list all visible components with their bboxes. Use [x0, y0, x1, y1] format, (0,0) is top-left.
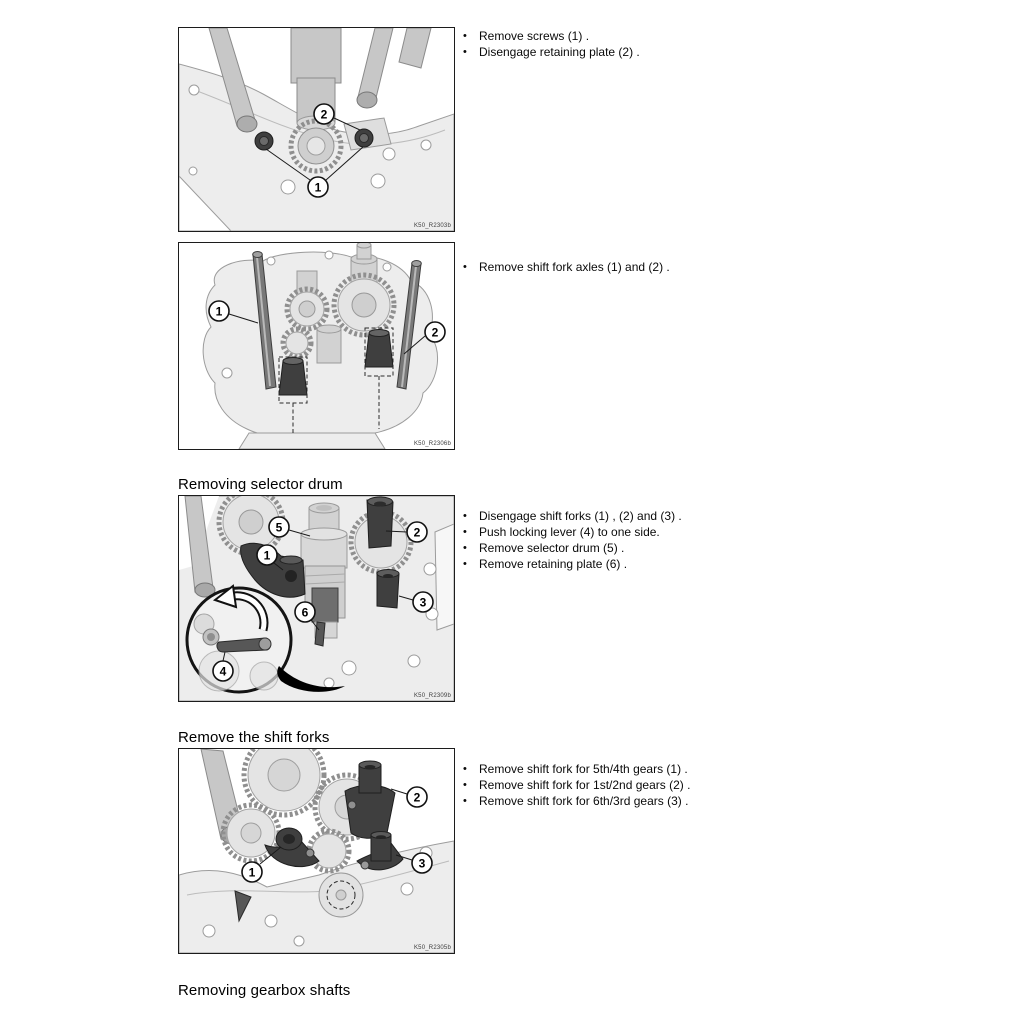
- instruction-item: • Disengage retaining plate (2) .: [462, 44, 1022, 60]
- svg-text:5: 5: [275, 520, 283, 535]
- figure-code: K50_R2309b: [413, 693, 451, 699]
- instruction-item: • Remove shift fork for 6th/3rd gears (3) .: [462, 793, 1022, 809]
- fork-rod-lower: [377, 570, 399, 609]
- svg-text:3: 3: [419, 595, 427, 610]
- figure-shift-forks: [178, 748, 455, 954]
- shift-forks-illustration: [179, 749, 454, 953]
- fork-rod-upper: [367, 497, 393, 548]
- magnifier-detail: [187, 586, 291, 692]
- figure-code: K50_R2303b: [413, 223, 451, 229]
- instruction-list: [462, 259, 1022, 275]
- svg-text:1: 1: [248, 865, 256, 880]
- svg-text:1: 1: [263, 548, 271, 563]
- selector-drum-illustration: [179, 496, 454, 701]
- section-heading-removing-gearbox-shafts: Removing gearbox shafts: [178, 982, 351, 999]
- retaining-plate-pin: [315, 622, 325, 646]
- callout-2: [391, 787, 427, 807]
- section-heading-remove-shift-forks: Remove the shift forks: [178, 729, 330, 746]
- instruction-list: [462, 28, 1022, 60]
- instruction-item: • Remove selector drum (5) .: [462, 540, 1022, 556]
- shift-fork-axles-illustration: [179, 243, 454, 449]
- instruction-item: • Remove shift fork for 5th/4th gears (1) .: [462, 761, 1022, 777]
- instruction-item: • Remove retaining plate (6) .: [462, 556, 1022, 572]
- instruction-list: [462, 761, 1022, 809]
- figure-selector-drum: [178, 495, 455, 702]
- section-heading-removing-selector-drum: Removing selector drum: [178, 476, 343, 493]
- instruction-item: • Remove screws (1) .: [462, 28, 1022, 44]
- figure-remove-screws: [178, 27, 455, 232]
- svg-text:1: 1: [314, 180, 322, 195]
- svg-text:2: 2: [413, 525, 421, 540]
- figure-shift-fork-axles: [178, 242, 455, 450]
- svg-text:2: 2: [320, 107, 328, 122]
- gearbox-screws-illustration: [179, 28, 454, 231]
- instruction-item: • Remove shift fork axles (1) and (2) .: [462, 259, 1022, 275]
- instruction-item: • Push locking lever (4) to one side.: [462, 524, 1022, 540]
- svg-text:2: 2: [413, 790, 421, 805]
- instruction-list: [462, 508, 1022, 572]
- svg-text:2: 2: [431, 325, 439, 340]
- figure-code: K50_R2306b: [413, 441, 451, 447]
- svg-text:1: 1: [215, 304, 223, 319]
- svg-text:6: 6: [301, 605, 309, 620]
- figure-code: K50_R2305b: [413, 945, 451, 951]
- instruction-item: • Disengage shift forks (1) , (2) and (3) .: [462, 508, 1022, 524]
- svg-text:3: 3: [418, 856, 426, 871]
- shift-fork-top: [345, 761, 395, 838]
- svg-text:4: 4: [219, 664, 227, 679]
- instruction-item: • Remove shift fork for 1st/2nd gears (2) .: [462, 777, 1022, 793]
